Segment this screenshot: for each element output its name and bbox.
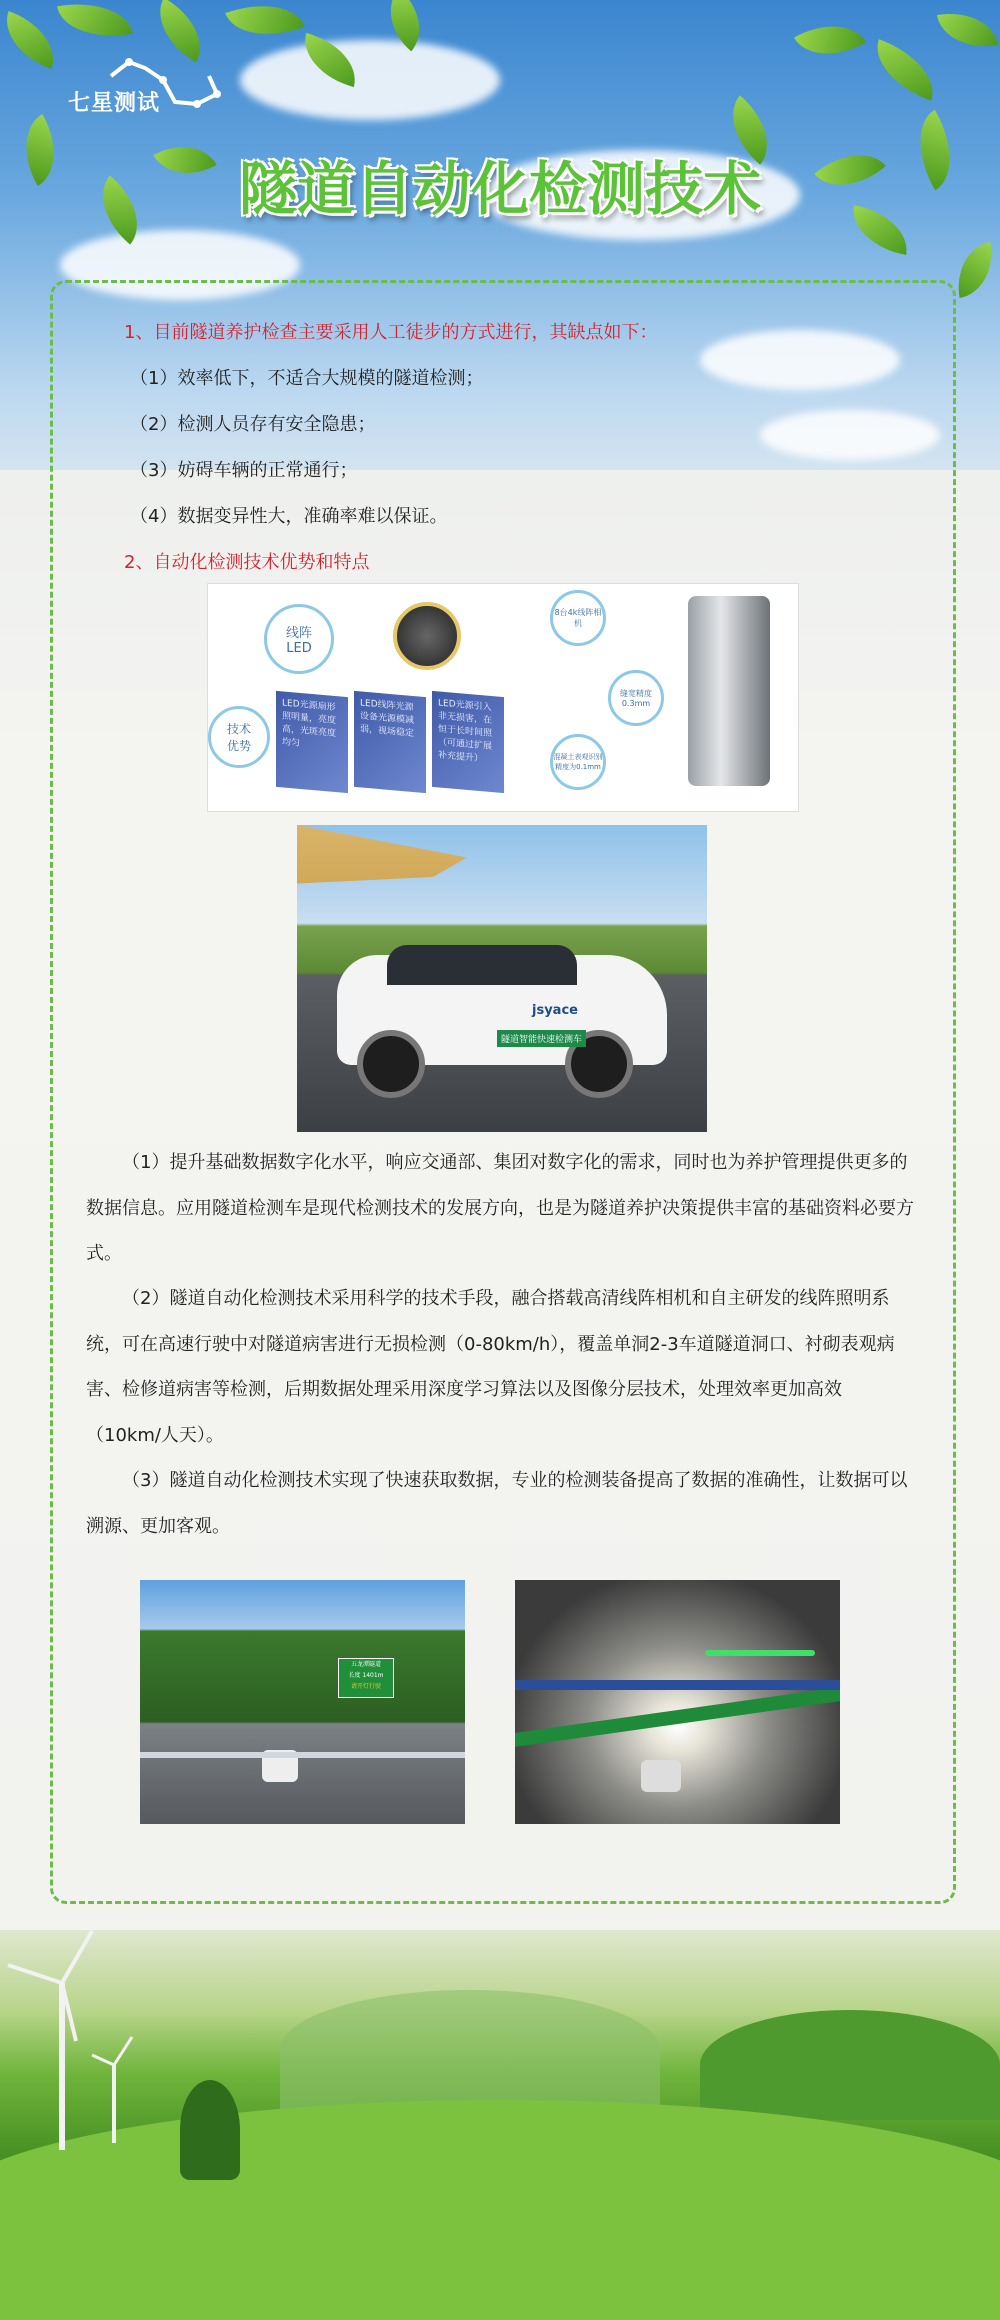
list-item: （3）妨碍车辆的正常通行；: [130, 460, 358, 481]
sign-line: 长度 1401m: [348, 1672, 384, 1679]
tech-advantage-diagram: [207, 583, 799, 812]
list-item: （2）检测人员存有安全隐患；: [130, 414, 376, 435]
paragraph: （2）隧道自动化检测技术采用科学的技术手段，融合搭载高清线阵相机和自主研发的线阵照明系统，可在高速行驶中对隧道病害进行无损检测（0-80km/h），覆盖单洞2-3车道隧道洞口、衬砌表观病害、检修道病害等检测，后期数据处理采用深度学习算法以及图像分层技术，处理效率更加高效（10km/人天）。: [86, 1288, 895, 1447]
inspection-vehicle-photo: [297, 825, 707, 1132]
paragraph: （3）隧道自动化检测技术实现了快速获取数据，专业的检测装备提高了数据的准确性，让数据可以溯源、更加客观。: [86, 1470, 908, 1537]
landscape-footer: [0, 1930, 1000, 2251]
tech-circle: 技术 优势: [208, 706, 270, 768]
sign-line: 请开灯行驶: [350, 1683, 381, 1690]
camera-circle: 8台4k线阵相机: [550, 590, 606, 646]
feature-block: LED光源扇形照明量，亮度高，光斑亮度均匀: [276, 691, 348, 793]
cloud: [240, 40, 500, 120]
sign-line: 五龙潭隧道: [350, 1661, 381, 1668]
precision-circle: 缝宽精度0.3mm: [608, 670, 664, 726]
feature-block: LED线阵光源设备光源模减弱，视场稳定: [354, 691, 426, 793]
paragraph: （1）提升基础数据数字化水平，响应交通部、集团对数字化的需求，同时也为养护管理提供更多的数据信息。应用隧道检测车是现代检测技术的发展方向，也是为隧道养护决策提供丰富的基础资料必要方式。: [86, 1152, 914, 1265]
list-item: （4）数据变异性大，准确率难以保证。: [130, 506, 448, 527]
section2-heading: 2、自动化检测技术优势和特点: [124, 552, 370, 573]
light-device-photo: [393, 602, 461, 670]
road-sign: [338, 1658, 394, 1698]
highway-photo: [140, 1580, 465, 1824]
vehicle-brand: jsyace: [532, 1003, 578, 1018]
camera-device-photo: [688, 596, 770, 786]
led-circle: 线阵 LED: [264, 604, 334, 674]
page-title: 隧道自动化检测技术: [238, 155, 761, 223]
recognition-circle: 混凝土表观识别精度为0.1mm: [550, 734, 606, 790]
tunnel-photo: [515, 1580, 840, 1824]
vehicle-banner: 隧道智能快速检测车: [497, 1030, 586, 1047]
feature-block: LED光源引入非无损害，在恒于长时间照（可通过扩展补充提升）: [432, 691, 504, 793]
logo-text: 七星测试: [68, 91, 161, 116]
list-item: （1）效率低下，不适合大规模的隧道检测；: [130, 368, 484, 389]
wind-turbine-icon: [0, 1925, 140, 2155]
section1-heading: 1、目前隧道养护检查主要采用人工徒步的方式进行，其缺点如下：: [124, 322, 658, 343]
